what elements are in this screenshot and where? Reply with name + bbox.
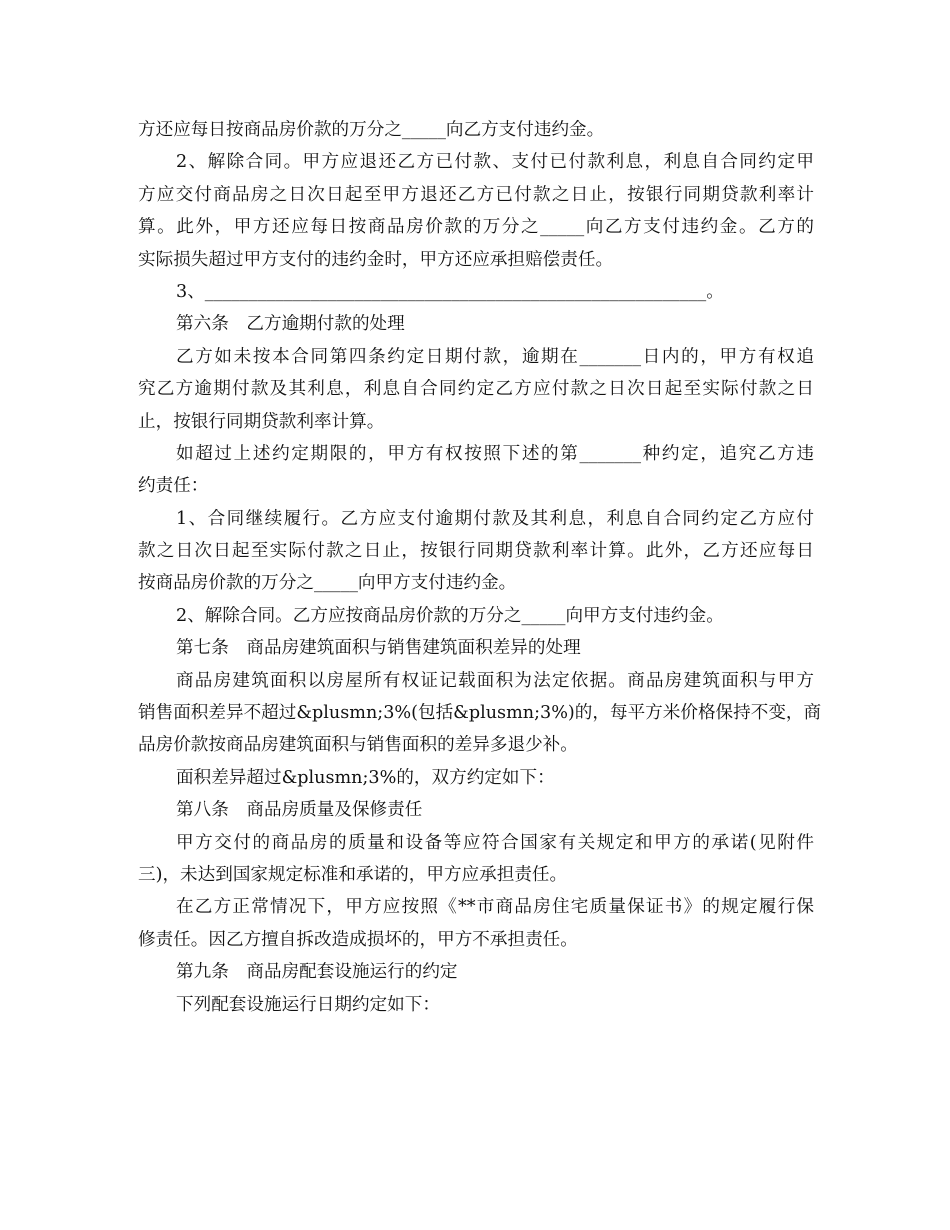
document-page <box>138 114 822 1021</box>
text-line: 1、合同继续履行。乙方应支付逾期付款及其利息，利息自合同约定乙方应付 <box>176 508 814 529</box>
text-line: 在乙方正常情况下，甲方应按照《**市商品房住宅质量保证书》的规定履行保 <box>176 897 814 918</box>
section-heading: 第六条 乙方逾期付款的处理 <box>176 314 405 335</box>
text-line: 实际损失超过甲方支付的违约金时，甲方还应承担赔偿责任。 <box>138 249 614 270</box>
text-line: 究乙方逾期付款及其利息，利息自合同约定乙方应付款之日次日起至实际付款之日 <box>138 379 814 400</box>
text-line: 2、解除合同。乙方应按商品房价款的万分之_____向甲方支付违约金。 <box>176 605 724 626</box>
text-line: 止，按银行同期贷款利率计算。 <box>138 411 385 432</box>
text-line: 款之日次日起至实际付款之日止，按银行同期贷款利率计算。此外，乙方还应每日 <box>138 541 814 562</box>
text-line: 约责任： <box>138 476 209 497</box>
text-line: 销售面积差异不超过&plusmn;3%(包括&plusmn;3%)的，每平方米价格保持不变，商 <box>138 703 822 724</box>
text-line: 2、解除合同。甲方应退还乙方已付款、支付已付款利息，利息自合同约定甲 <box>176 152 814 173</box>
text-line: 甲方交付的商品房的质量和设备等应符合国家有关规定和甲方的承诺(见附件 <box>176 832 814 853</box>
text-line: 乙方如未按本合同第四条约定日期付款，逾期在_______日内的，甲方有权追 <box>176 346 814 367</box>
section-heading: 第九条 商品房配套设施运行的约定 <box>176 962 458 983</box>
text-line: 算。此外，甲方还应每日按商品房价款的万分之_____向乙方支付违约金。乙方的 <box>138 217 814 238</box>
text-line: 品房价款按商品房建筑面积与销售面积的差异多退少补。 <box>138 735 578 756</box>
section-heading: 第七条 商品房建筑面积与销售建筑面积差异的处理 <box>176 638 581 659</box>
text-line: 修责任。因乙方擅自拆改造成损坏的，甲方不承担责任。 <box>138 929 578 950</box>
section-heading: 第八条 商品房质量及保修责任 <box>176 800 423 821</box>
text-line: 面积差异超过&plusmn;3%的，双方约定如下： <box>176 767 555 788</box>
text-line: 如超过上述约定期限的，甲方有权按照下述的第_______种约定，追究乙方违 <box>176 443 814 464</box>
text-line: 方应交付商品房之日次日起至甲方退还乙方已付款之日止，按银行同期贷款利率计 <box>138 184 814 205</box>
text-line: 下列配套设施运行日期约定如下： <box>176 994 440 1015</box>
text-line: 商品房建筑面积以房屋所有权证记载面积为法定依据。商品房建筑面积与甲方 <box>176 670 814 691</box>
text-line: 按商品房价款的万分之_____向甲方支付违约金。 <box>138 573 517 594</box>
text-line: 方还应每日按商品房价款的万分之_____向乙方支付违约金。 <box>138 120 605 140</box>
text-line: 三)，未达到国家规定标准和承诺的，甲方应承担责任。 <box>138 864 568 885</box>
text-line: 3、_________________________________________________________。 <box>176 281 724 302</box>
